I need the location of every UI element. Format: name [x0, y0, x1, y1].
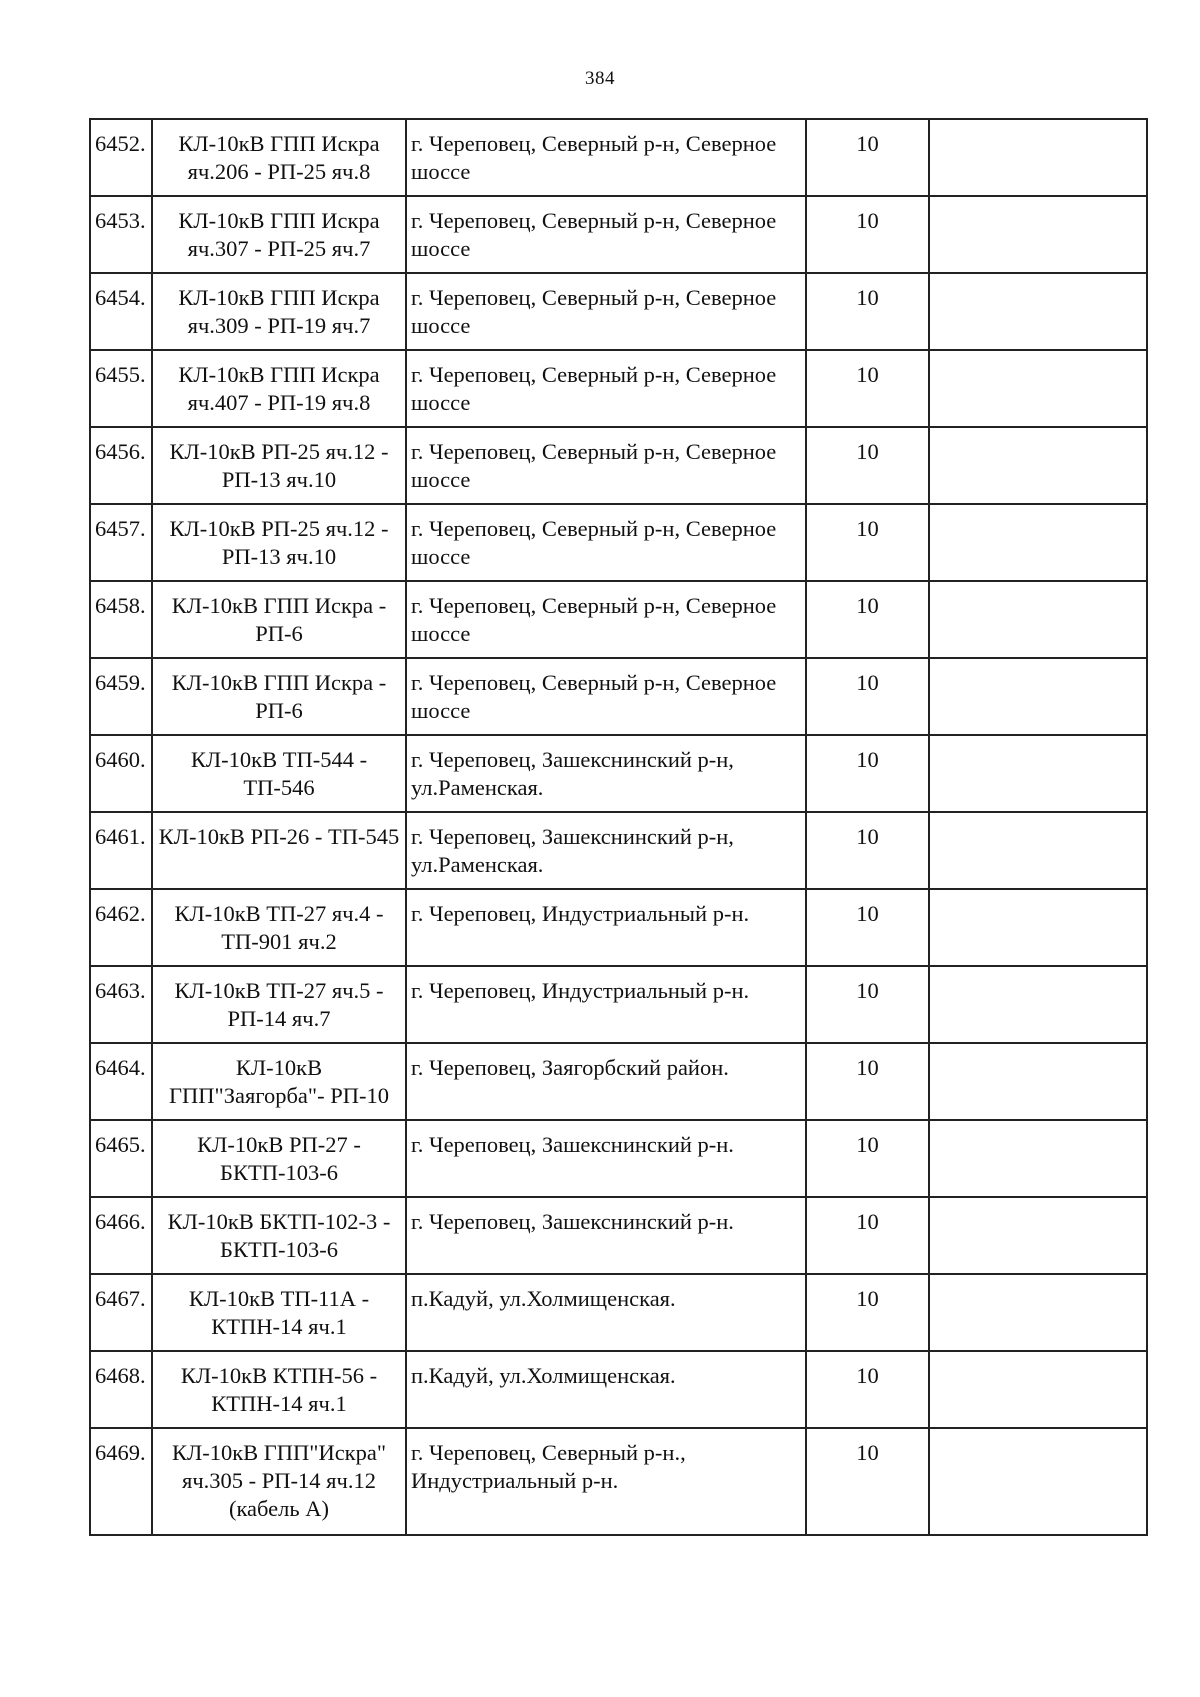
line-name-cell: КЛ-10кВ ТП-544 - ТП-546 [152, 735, 406, 812]
table-row [90, 581, 1147, 658]
line-name-cell: КЛ-10кВ РП-27 - БКТП-103-6 [152, 1120, 406, 1197]
line-name-cell: КЛ-10кВ РП-25 яч.12 - РП-13 яч.10 [152, 427, 406, 504]
address-cell: г. Череповец, Индустриальный р-н. [406, 966, 806, 1043]
address-cell: г. Череповец, Северный р-н, Северное шоссе [406, 581, 806, 658]
address-cell: г. Череповец, Северный р-н, Северное шоссе [406, 119, 806, 196]
voltage-cell: 10 [806, 504, 929, 581]
table-row [90, 427, 1147, 504]
note-cell [929, 196, 1147, 273]
table-row [90, 658, 1147, 735]
page-number: 384 [585, 68, 615, 89]
address-cell: п.Кадуй, ул.Холмищенская. [406, 1274, 806, 1351]
voltage-cell: 10 [806, 581, 929, 658]
row-number-cell: 6453. [90, 196, 152, 273]
line-name-cell: КЛ-10кВ ГПП Искра - РП-6 [152, 581, 406, 658]
line-name-cell: КЛ-10кВ ТП-11А - КТПН-14 яч.1 [152, 1274, 406, 1351]
table-row [90, 119, 1147, 196]
note-cell [929, 273, 1147, 350]
voltage-cell: 10 [806, 1120, 929, 1197]
voltage-cell: 10 [806, 350, 929, 427]
voltage-cell: 10 [806, 735, 929, 812]
note-cell [929, 119, 1147, 196]
address-cell: г. Череповец, Индустриальный р-н. [406, 889, 806, 966]
row-number-cell: 6455. [90, 350, 152, 427]
address-cell: г. Череповец, Зашекснинский р-н, ул.Раменская. [406, 812, 806, 889]
note-cell [929, 1274, 1147, 1351]
note-cell [929, 350, 1147, 427]
table-row [90, 1428, 1147, 1535]
row-number-cell: 6456. [90, 427, 152, 504]
table-row [90, 1197, 1147, 1274]
row-number-cell: 6464. [90, 1043, 152, 1120]
address-cell: г. Череповец, Северный р-н, Северное шоссе [406, 350, 806, 427]
table-row [90, 735, 1147, 812]
address-cell: г. Череповец, Северный р-н, Северное шоссе [406, 427, 806, 504]
table-row [90, 966, 1147, 1043]
voltage-cell: 10 [806, 1043, 929, 1120]
note-cell [929, 1428, 1147, 1535]
voltage-cell: 10 [806, 196, 929, 273]
voltage-cell: 10 [806, 1351, 929, 1428]
line-name-cell: КЛ-10кВ ТП-27 яч.5 - РП-14 яч.7 [152, 966, 406, 1043]
address-cell: г. Череповец, Зашекснинский р-н. [406, 1120, 806, 1197]
address-cell: г. Череповец, Северный р-н, Северное шоссе [406, 504, 806, 581]
row-number-cell: 6462. [90, 889, 152, 966]
table-body [90, 119, 1147, 1535]
note-cell [929, 658, 1147, 735]
table-row [90, 350, 1147, 427]
line-name-cell: КЛ-10кВ ГПП Искра - РП-6 [152, 658, 406, 735]
voltage-cell: 10 [806, 1197, 929, 1274]
table-row [90, 812, 1147, 889]
line-name-cell: КЛ-10кВ БКТП-102-3 - БКТП-103-6 [152, 1197, 406, 1274]
note-cell [929, 889, 1147, 966]
table-row [90, 196, 1147, 273]
note-cell [929, 966, 1147, 1043]
voltage-cell: 10 [806, 658, 929, 735]
voltage-cell: 10 [806, 889, 929, 966]
row-number-cell: 6457. [90, 504, 152, 581]
note-cell [929, 1197, 1147, 1274]
line-name-cell: КЛ-10кВ ГПП Искра яч.206 - РП-25 яч.8 [152, 119, 406, 196]
table-row [90, 1120, 1147, 1197]
table-row [90, 1351, 1147, 1428]
line-name-cell: КЛ-10кВ РП-25 яч.12 - РП-13 яч.10 [152, 504, 406, 581]
voltage-cell: 10 [806, 427, 929, 504]
row-number-cell: 6452. [90, 119, 152, 196]
voltage-cell: 10 [806, 1274, 929, 1351]
row-number-cell: 6468. [90, 1351, 152, 1428]
line-name-cell: КЛ-10кВ ГПП"Искра" яч.305 - РП-14 яч.12 (кабель А) [152, 1428, 406, 1535]
cable-lines-table [89, 118, 1148, 1536]
address-cell: г. Череповец, Зашекснинский р-н. [406, 1197, 806, 1274]
address-cell: г. Череповец, Северный р-н, Северное шоссе [406, 273, 806, 350]
note-cell [929, 427, 1147, 504]
voltage-cell: 10 [806, 812, 929, 889]
address-cell: г. Череповец, Зашекснинский р-н, ул.Раменская. [406, 735, 806, 812]
row-number-cell: 6458. [90, 581, 152, 658]
voltage-cell: 10 [806, 966, 929, 1043]
table-row [90, 504, 1147, 581]
line-name-cell: КЛ-10кВ КТПН-56 - КТПН-14 яч.1 [152, 1351, 406, 1428]
row-number-cell: 6460. [90, 735, 152, 812]
note-cell [929, 735, 1147, 812]
table-row [90, 1274, 1147, 1351]
voltage-cell: 10 [806, 273, 929, 350]
row-number-cell: 6461. [90, 812, 152, 889]
row-number-cell: 6463. [90, 966, 152, 1043]
row-number-cell: 6469. [90, 1428, 152, 1535]
note-cell [929, 812, 1147, 889]
row-number-cell: 6454. [90, 273, 152, 350]
table-row [90, 273, 1147, 350]
row-number-cell: 6459. [90, 658, 152, 735]
note-cell [929, 1043, 1147, 1120]
note-cell [929, 581, 1147, 658]
table-row [90, 1043, 1147, 1120]
row-number-cell: 6466. [90, 1197, 152, 1274]
line-name-cell: КЛ-10кВ ГПП Искра яч.407 - РП-19 яч.8 [152, 350, 406, 427]
note-cell [929, 1120, 1147, 1197]
line-name-cell: КЛ-10кВ ГПП"Заягорба"- РП-10 [152, 1043, 406, 1120]
table-row [90, 889, 1147, 966]
line-name-cell: КЛ-10кВ РП-26 - ТП-545 [152, 812, 406, 889]
address-cell: г. Череповец, Северный р-н, Северное шоссе [406, 658, 806, 735]
line-name-cell: КЛ-10кВ ТП-27 яч.4 - ТП-901 яч.2 [152, 889, 406, 966]
voltage-cell: 10 [806, 1428, 929, 1535]
voltage-cell: 10 [806, 119, 929, 196]
line-name-cell: КЛ-10кВ ГПП Искра яч.307 - РП-25 яч.7 [152, 196, 406, 273]
note-cell [929, 1351, 1147, 1428]
line-name-cell: КЛ-10кВ ГПП Искра яч.309 - РП-19 яч.7 [152, 273, 406, 350]
note-cell [929, 504, 1147, 581]
address-cell: г. Череповец, Северный р-н, Северное шоссе [406, 196, 806, 273]
row-number-cell: 6465. [90, 1120, 152, 1197]
address-cell: г. Череповец, Заягорбский район. [406, 1043, 806, 1120]
address-cell: г. Череповец, Северный р-н., Индустриальный р-н. [406, 1428, 806, 1535]
address-cell: п.Кадуй, ул.Холмищенская. [406, 1351, 806, 1428]
row-number-cell: 6467. [90, 1274, 152, 1351]
